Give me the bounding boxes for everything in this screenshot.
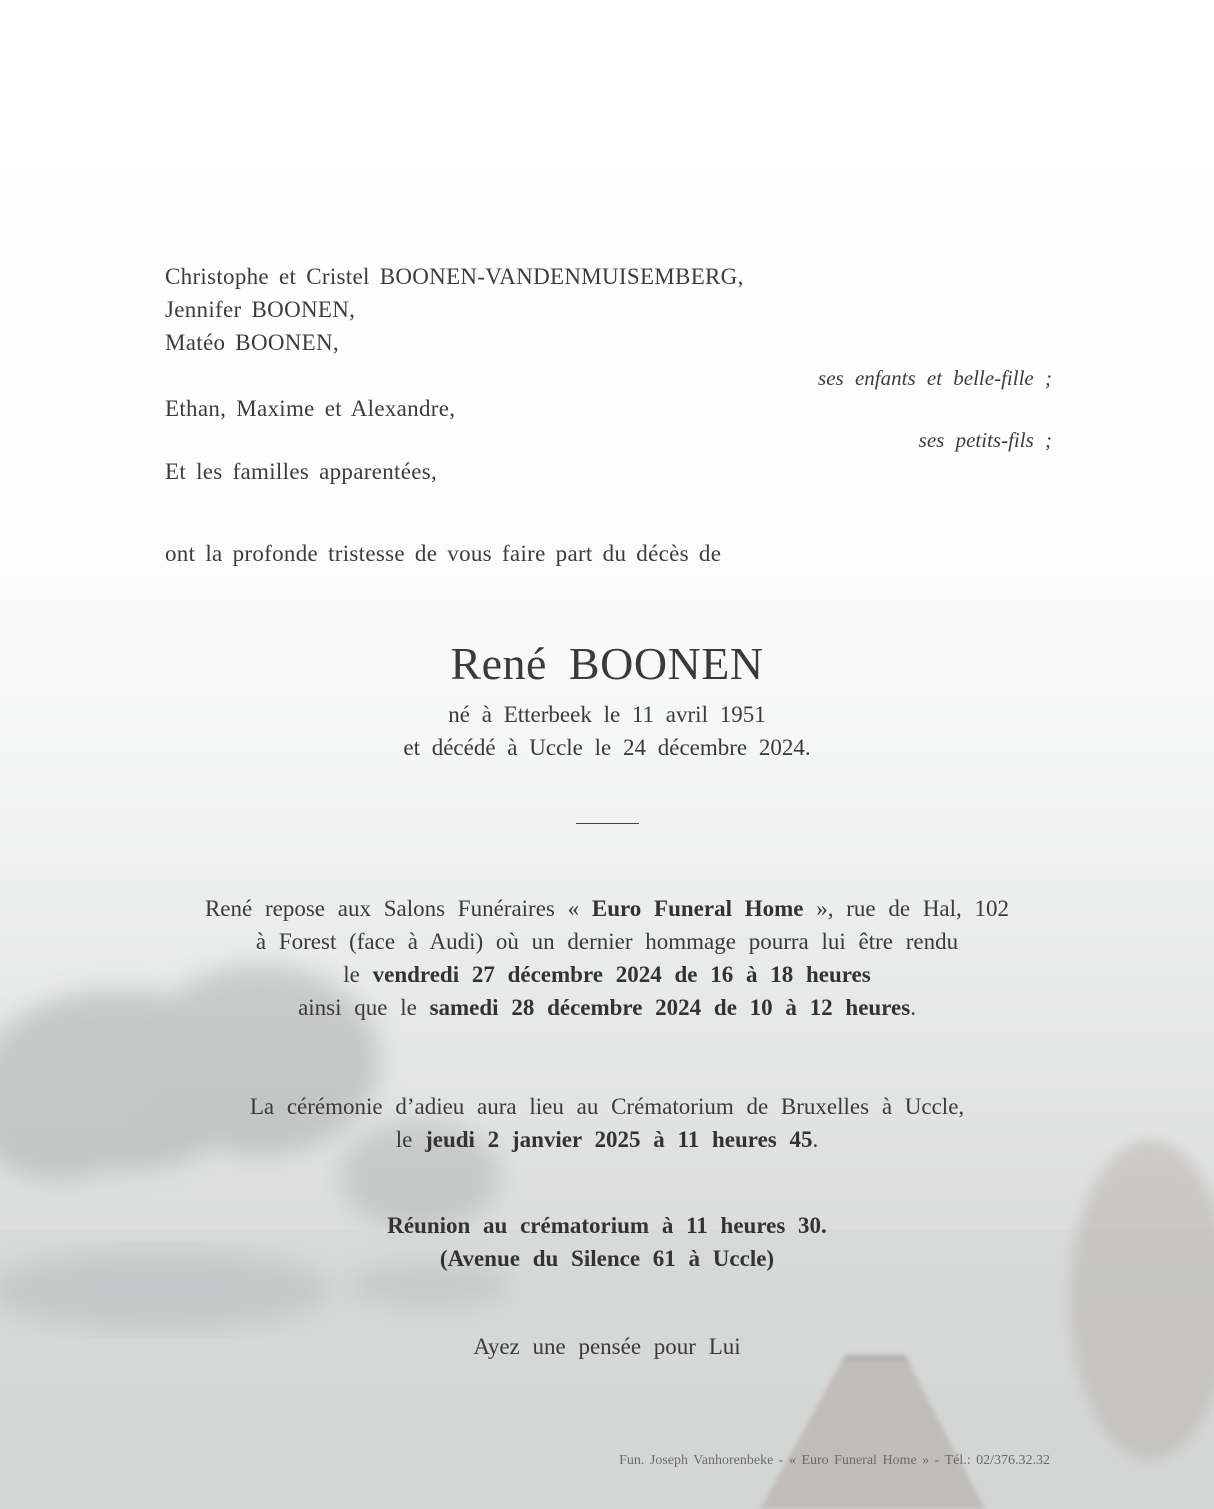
family-line-children: Christophe et Cristel BOONEN-VANDENMUISEMBERG, (165, 264, 744, 289)
visitation-line-2: à Forest (face à Audi) où un dernier hommage pourra lui être rendu (255, 929, 959, 954)
meeting-line-2: (Avenue du Silence 61 à Uccle) (439, 1246, 775, 1271)
family-line-son: Matéo BOONEN, (165, 330, 339, 355)
birth-line: né à Etterbeek le 11 avril 1951 (448, 702, 766, 727)
visitation-date-2: samedi 28 décembre 2024 de 10 à 12 heures (429, 995, 911, 1020)
family-line-grandchildren: Ethan, Maxime et Alexandre, (165, 396, 456, 421)
family-line-relatives: Et les familles apparentées, (165, 459, 438, 484)
visitation-date-1: vendredi 27 décembre 2024 de 16 à 18 heures (372, 962, 871, 987)
family-line-daughter: Jennifer BOONEN, (165, 297, 356, 322)
death-line: et décédé à Uccle le 24 décembre 2024. (403, 735, 811, 760)
visitation-line-1: René repose aux Salons Funéraires « Euro Funeral Home », rue de Hal, 102 (204, 896, 1010, 921)
meeting-line-1: Réunion au crématorium à 11 heures 30. (387, 1213, 827, 1238)
visitation-line-3: le vendredi 27 décembre 2024 de 16 à 18 heures (343, 962, 871, 987)
visitation-line-4: ainsi que le samedi 28 décembre 2024 de 10 à 12 heures. (298, 995, 916, 1020)
role-grandchildren: ses petits-fils ; (918, 428, 1052, 452)
role-children: ses enfants et belle-fille ; (818, 366, 1052, 390)
ceremony-line-2: le jeudi 2 janvier 2025 à 11 heures 45. (395, 1127, 819, 1152)
closing-text: Ayez une pensée pour Lui (473, 1334, 741, 1359)
ceremony-paragraph (0, 1090, 1214, 1156)
deceased-name: René BOONEN (450, 638, 764, 689)
ceremony-date: jeudi 2 janvier 2025 à 11 heures 45 (425, 1127, 813, 1152)
funeral-home-footer: Fun. Joseph Vanhorenbeke - « Euro Funeral Home » - Tél.: 02/376.32.32 (619, 1453, 1050, 1468)
ceremony-line-1: La cérémonie d’adieu aura lieu au Crématorium de Bruxelles à Uccle, (249, 1094, 965, 1119)
meeting-paragraph (0, 1209, 1214, 1275)
visitation-paragraph (0, 892, 1214, 1024)
funeral-home-name: Euro Funeral Home (591, 896, 804, 921)
intro-text: ont la profonde tristesse de vous faire part du décès de (165, 541, 722, 566)
separator-line (576, 823, 639, 824)
